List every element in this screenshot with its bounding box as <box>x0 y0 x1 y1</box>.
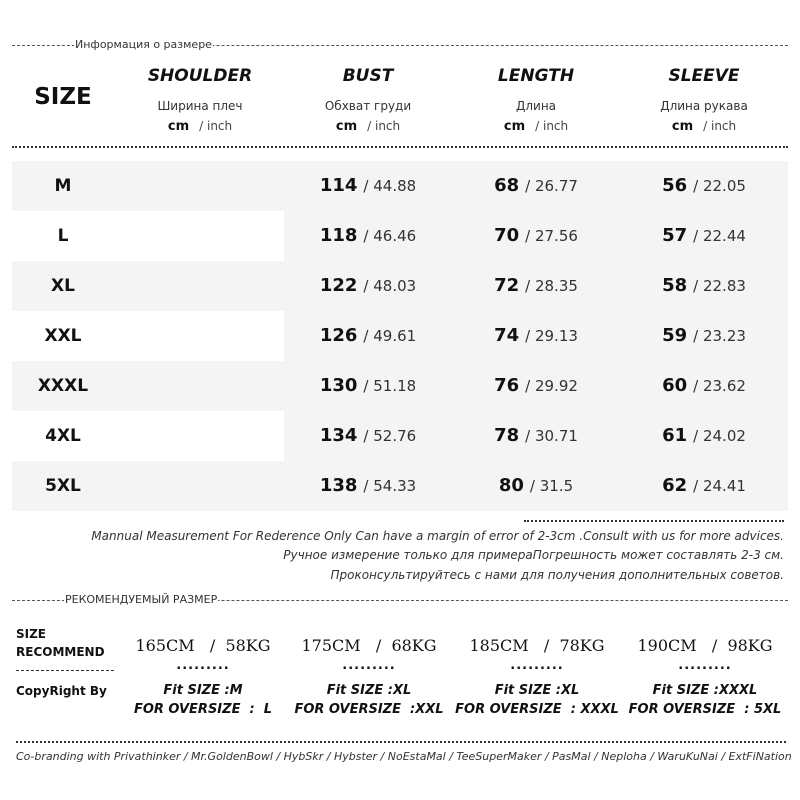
sleeve-cell: 57 / 22.44 <box>662 225 746 246</box>
height-weight: 165CM / 58KG <box>135 636 271 655</box>
table-row <box>12 211 788 261</box>
length-cell: 70 / 27.56 <box>494 225 578 246</box>
height-weight: 175CM / 68KG <box>301 636 437 655</box>
recommend-column <box>284 636 454 717</box>
sleeve-cell: 56 / 22.05 <box>662 175 746 196</box>
recommend-column <box>118 636 288 717</box>
size-header: SIZE <box>34 84 92 110</box>
size-cell: XXL <box>44 326 82 346</box>
column-subtitle: Длина рукава <box>660 99 748 113</box>
note-russian-1: Ручное измерение только для примераПогрешность может составлять 2-3 см. <box>283 548 784 562</box>
column-header-shoulder <box>116 66 284 134</box>
unit-label: cm / inch <box>503 119 569 134</box>
recommend-label-recommend: RECOMMEND <box>16 645 105 659</box>
sleeve-cell: 61 / 24.02 <box>662 425 746 446</box>
column-subtitle: Обхват груди <box>324 99 412 113</box>
table-row <box>12 461 788 511</box>
fit-size: Fit SIZE :XL <box>326 683 412 698</box>
size-cell: 4XL <box>45 426 81 446</box>
bust-cell: 126 / 49.61 <box>319 325 417 346</box>
bust-cell: 134 / 52.76 <box>319 425 417 446</box>
column-title: SLEEVE <box>668 66 740 86</box>
dot-separator: ......... <box>176 658 230 673</box>
unit-label: cm / inch <box>167 119 233 134</box>
oversize: FOR OVERSIZE : XXXL <box>455 702 619 717</box>
size-cell: M <box>54 176 72 196</box>
sleeve-cell: 60 / 23.62 <box>662 375 746 396</box>
size-cell: L <box>57 226 69 246</box>
height-weight: 190CM / 98KG <box>637 636 773 655</box>
length-cell: 74 / 29.13 <box>494 325 578 346</box>
column-title: BUST <box>342 66 394 86</box>
label-divider <box>16 670 114 671</box>
column-header-sleeve <box>620 66 788 134</box>
column-header-bust <box>284 66 452 134</box>
length-cell: 76 / 29.92 <box>494 375 578 396</box>
dot-separator: ......... <box>678 658 732 673</box>
oversize: FOR OVERSIZE :XXL <box>294 702 444 717</box>
height-weight: 185CM / 78KG <box>469 636 605 655</box>
recommend-column <box>620 636 790 717</box>
length-cell: 68 / 26.77 <box>494 175 578 196</box>
bust-cell: 118 / 46.46 <box>319 225 417 246</box>
fit-size: Fit SIZE :M <box>163 683 243 698</box>
length-cell: 78 / 30.71 <box>494 425 578 446</box>
table-row <box>12 411 788 461</box>
section-title-info: Информация о размере <box>75 38 212 51</box>
section-title-recommend: РЕКОМЕНДУЕМЫЙ РАЗМЕР <box>65 593 218 606</box>
note-english: Mannual Measurement For Rederence Only Can have a margin of error of 2-3cm .Consult with us for more advices. <box>91 529 784 543</box>
column-header-length <box>452 66 620 134</box>
unit-label: cm / inch <box>671 119 737 134</box>
column-subtitle: Длина <box>515 99 557 113</box>
fit-size: Fit SIZE :XXXL <box>652 683 758 698</box>
column-subtitle: Ширина плеч <box>157 99 243 113</box>
header-divider <box>12 146 788 148</box>
oversize: FOR OVERSIZE : L <box>133 702 273 717</box>
table-row <box>12 161 788 211</box>
size-cell: XL <box>51 276 75 296</box>
recommend-column <box>452 636 622 717</box>
cobranding-footer: Co-branding with Privathinker / Mr.GoldenBowl / HybSkr / Hybster / NoEstaMal / TeeSuperMaker / PasMal / Neploha / WaruKuNai / ExtFiNation <box>16 750 792 763</box>
sleeve-cell: 62 / 24.41 <box>662 475 746 496</box>
size-cell: 5XL <box>45 476 81 496</box>
table-row <box>12 261 788 311</box>
footer-divider <box>16 741 786 743</box>
dot-separator: ......... <box>342 658 396 673</box>
copyright-label: CopyRight By <box>16 684 107 698</box>
table-row <box>12 311 788 361</box>
bust-cell: 122 / 48.03 <box>319 275 417 296</box>
size-cell: XXXL <box>37 376 89 396</box>
recommend-label-size: SIZE <box>16 627 47 641</box>
sleeve-cell: 58 / 22.83 <box>662 275 746 296</box>
length-cell: 80 / 31.5 <box>498 475 574 496</box>
sleeve-cell: 59 / 23.23 <box>662 325 746 346</box>
dot-separator: ......... <box>510 658 564 673</box>
notes-divider <box>524 520 784 522</box>
note-russian-2: Проконсультируйтесь с нами для получения дополнительных советов. <box>330 568 784 582</box>
bust-cell: 114 / 44.88 <box>319 175 417 196</box>
column-title: SHOULDER <box>147 66 253 86</box>
column-title: LENGTH <box>497 66 575 86</box>
length-cell: 72 / 28.35 <box>494 275 578 296</box>
bust-cell: 138 / 54.33 <box>319 475 417 496</box>
bust-cell: 130 / 51.18 <box>319 375 417 396</box>
table-row <box>12 361 788 411</box>
oversize: FOR OVERSIZE : 5XL <box>628 702 782 717</box>
unit-label: cm / inch <box>335 119 401 134</box>
fit-size: Fit SIZE :XL <box>494 683 580 698</box>
